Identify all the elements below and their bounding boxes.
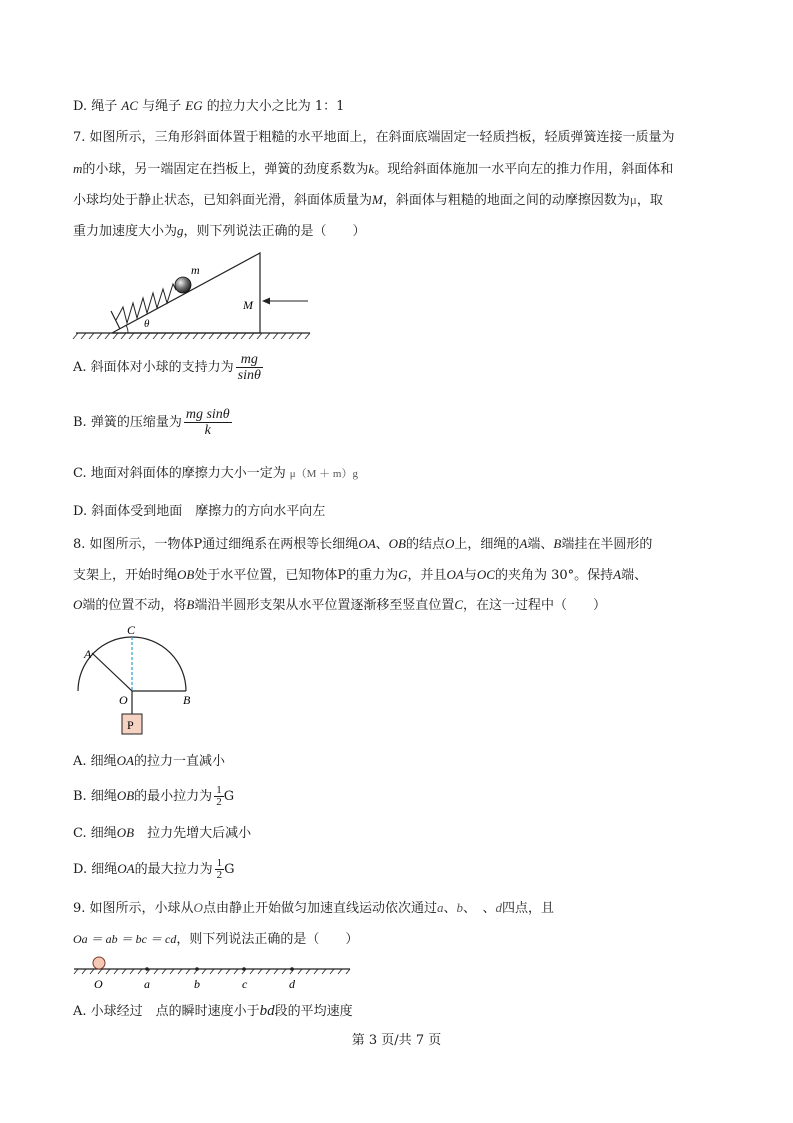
q8-d-t1: D. 细绳 [73, 862, 118, 877]
q6-d-prefix: D. 绳子 [73, 99, 118, 114]
q7-l3-text1: 小球均处于静止状态，已知斜面光滑，斜面体质量为 [73, 193, 373, 208]
q8-l2-t1: 支架上，开始时绳 [73, 568, 178, 583]
q8-l1-t1: 8. 如图所示，一物体 [73, 537, 194, 552]
q8-l3-B: B [186, 597, 195, 612]
q8-l1-t5: 端、 [527, 537, 554, 552]
q8-l2-OB: OB [177, 567, 195, 582]
q7-l4-text1: 重力加速度大小为 [73, 224, 178, 239]
q9-l1-b: b [456, 900, 463, 915]
q7-stem-line1 [73, 129, 675, 147]
q8-c-t2: 拉力先增大后减小 [134, 826, 252, 841]
q8-l1-OA: OA [358, 536, 376, 551]
q8-l3-O: O [73, 597, 83, 612]
q9-l1-sep2: 、 、 [462, 901, 496, 916]
q8-stem-line1 [73, 535, 652, 554]
q8-b-G: G [223, 789, 235, 804]
label-M: M [243, 298, 253, 312]
q8-b-t2: 的最小拉力为 [134, 789, 213, 804]
stopper-plate [111, 311, 120, 329]
point-c [242, 967, 246, 971]
q9-a-t1: A. 小球经过 点的瞬时速度小于 [73, 1004, 260, 1019]
push-arrowhead [262, 298, 270, 305]
q7-a-text: A. 斜面体对小球的支持力为 [73, 360, 234, 375]
label-d: d [289, 977, 295, 991]
q7-b-num: mg sinθ [185, 407, 230, 422]
theta-arc [126, 325, 128, 333]
q8-l1-t3: 的结点 [406, 537, 446, 552]
q8-l2-A: A [613, 567, 622, 582]
ball [175, 277, 191, 293]
point-d [290, 967, 294, 971]
q9-l1-sep1: 、 [443, 901, 457, 916]
q8-l2-t5: 与 [463, 568, 477, 583]
q8-l3-t3: ，在这一过程中（ ） [463, 598, 607, 613]
q8-l2-t7: 端、 [621, 568, 648, 583]
q8-d-den: 2 [216, 869, 223, 881]
q8-l2-t4: ，并且 [407, 568, 447, 583]
q8-d-t2: 的最大拉力为 [134, 862, 213, 877]
q7-d-text: D. 斜面体受到地面 摩擦力的方向水平向左 [73, 504, 326, 519]
ground-hatching [73, 333, 310, 339]
q6-d-var2: EG [185, 98, 203, 113]
label-b: b [194, 977, 200, 991]
q7-c-text: C. 地面对斜面体的摩擦力大小一定为 [73, 466, 286, 481]
q7-l4-text2: ，则下列说法正确的是（ ） [183, 224, 366, 239]
q8-b-fraction [214, 785, 224, 808]
q8-l2-OC: OC [476, 567, 495, 582]
q9-option-a [73, 1002, 353, 1021]
q7-var-M: M [372, 192, 383, 207]
q7-option-c [73, 465, 358, 483]
q8-l1-OB: OB [388, 536, 407, 551]
q9-a-bd: bd [259, 1003, 275, 1019]
q7-var-m: m [73, 161, 83, 176]
label-theta: θ [144, 318, 150, 330]
q9-stem-line1 [73, 899, 554, 918]
q6-d-suffix: 的拉力大小之比为 1：1 [206, 99, 345, 114]
q8-b-t1: B. 细绳 [73, 789, 117, 804]
q7-b-text: B. 弹簧的压缩量为 [73, 415, 182, 430]
rope-OA [92, 653, 132, 691]
point-b [195, 967, 199, 971]
q8-b-num: 1 [216, 784, 222, 796]
q8-stem-line3 [73, 596, 606, 615]
q8-l1-t6: 端挂在半圆形的 [561, 537, 653, 552]
q9-stem-line2 [73, 930, 358, 949]
q7-b-den: k [184, 422, 232, 438]
q8-l2-t6: 的夹角为 30°。保持 [494, 568, 614, 583]
q6-option-d [73, 97, 344, 116]
q8-c-t1: C. 细绳 [73, 826, 117, 841]
q8-l1-A: A [519, 536, 528, 551]
q8-l2-G: G [398, 567, 408, 582]
q9-a-t2: 段的平均速度 [274, 1004, 353, 1019]
q8-d-OA: OA [117, 861, 135, 876]
q8-l1-sep: 、 [375, 537, 389, 552]
q7-var-k: k [368, 161, 375, 176]
q9-l1-O: O [193, 900, 203, 915]
label-A: A [84, 647, 92, 661]
q8-a-t2: 的拉力一直减小 [134, 754, 226, 769]
q8-a-t1: A. 细绳 [73, 754, 117, 769]
q8-l1-P: P [193, 537, 203, 552]
q7-l3-text3: ，取 [636, 193, 663, 208]
q9-track-figure [70, 955, 355, 995]
q9-l1-t1: 9. 如图所示，小球从 [73, 901, 194, 916]
q7-c-formula: μ（M ＋ m）g [289, 468, 358, 480]
point-a [145, 967, 149, 971]
q8-a-OA: OA [116, 753, 134, 768]
q8-b-OB: OB [116, 788, 135, 803]
label-m: m [191, 263, 200, 277]
track-hatching [74, 969, 350, 974]
q8-d-fraction [215, 858, 225, 881]
q7-b-fraction [184, 407, 232, 438]
q8-l2-OA: OA [446, 567, 464, 582]
q8-option-b [73, 782, 234, 811]
q8-l1-t4: 上，细绳的 [454, 537, 520, 552]
label-O: O [94, 977, 103, 991]
q7-a-num: mg [240, 352, 258, 367]
q8-l3-t1: 端的位置不动，将 [82, 598, 187, 613]
q7-l2-text2: 。现给斜面体施加一水平向左的推力作用，斜面体和 [374, 162, 674, 177]
q7-incline-figure [70, 245, 320, 345]
q7-stem-line4 [73, 222, 366, 241]
q8-l2-t2: 处于水平位置，已知物体 [194, 568, 338, 583]
q8-option-a [73, 752, 225, 771]
q8-d-G: G [224, 862, 235, 877]
q9-l1-t2: 点由静止开始做匀加速直线运动依次通过 [202, 901, 437, 916]
q8-l3-C: C [454, 597, 464, 612]
q9-l2-equation: Oa ＝ ab ＝ bc ＝ cd [73, 932, 177, 946]
q8-option-d [73, 855, 234, 884]
q9-l2-t1: ，则下列说法正确的是（ ） [176, 932, 359, 947]
q9-l1-a: a [436, 900, 444, 915]
q8-b-den: 2 [216, 796, 222, 808]
q8-c-OB: OB [116, 825, 135, 840]
q8-l2-P: P [337, 568, 347, 583]
label-c: c [242, 977, 248, 991]
q8-d-num: 1 [216, 857, 223, 869]
q7-option-d [73, 503, 325, 521]
q8-l1-B: B [553, 536, 562, 551]
small-ball [93, 957, 105, 969]
q8-l1-t2: 通过细绳系在两根等长细绳 [202, 537, 359, 552]
label-P: P [127, 718, 134, 732]
label-O: O [119, 693, 128, 707]
q7-a-den: sinθ [237, 368, 261, 383]
label-a: a [144, 977, 150, 991]
q7-a-fraction [236, 352, 263, 383]
q7-stem-line2 [73, 160, 673, 179]
q7-l1-text: 7. 如图所示，三角形斜面体置于粗糙的水平地面上，在斜面底端固定一轻质挡板，轻质弹簧连接一质量为 [73, 130, 675, 145]
incline-block [112, 253, 260, 333]
page-footer: 第 3 页/共 7 页 [351, 1033, 442, 1048]
q7-var-g: g [177, 223, 184, 238]
label-C: C [127, 623, 136, 637]
q9-l1-t3: 四点，且 [501, 901, 554, 916]
q7-l2-text1: 的小球，另一端固定在挡板上，弹簧的劲度系数为 [82, 162, 369, 177]
q8-l3-t2: 端沿半圆形支架从水平位置逐渐移至竖直位置 [194, 598, 455, 613]
q8-semicircle-figure [70, 622, 210, 740]
q8-l2-t3: 的重力为 [346, 568, 399, 583]
q7-option-a [73, 351, 263, 385]
q7-stem-line3 [73, 191, 663, 210]
label-B: B [183, 693, 191, 707]
q7-option-b [73, 406, 232, 440]
q6-d-mid: 与绳子 [142, 99, 182, 114]
q8-l1-O: O [445, 536, 455, 551]
q6-d-var1: AC [121, 98, 138, 113]
q9-l1-d: d [495, 900, 502, 915]
q8-option-c [73, 824, 251, 843]
q7-var-mu: μ [629, 192, 637, 207]
q7-l3-text2: ，斜面体与粗糙的地面之间的动摩擦因数为 [382, 193, 630, 208]
q8-stem-line2 [73, 566, 647, 585]
